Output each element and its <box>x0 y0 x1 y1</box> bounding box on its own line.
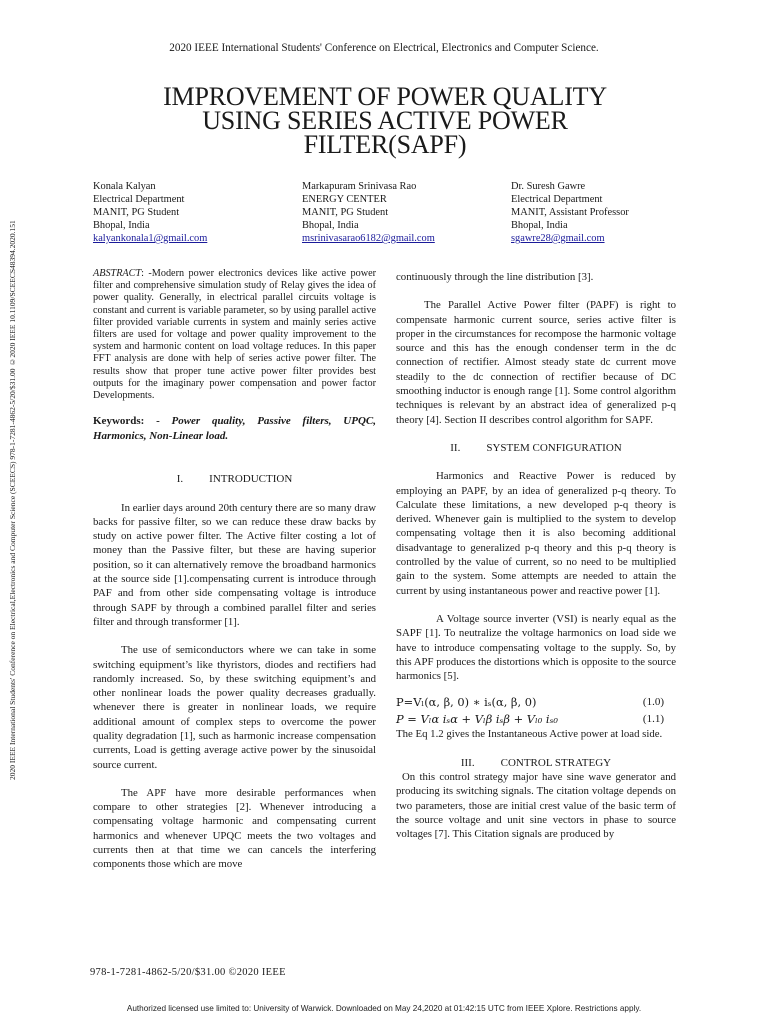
equation: P = Vₗα iₛα + Vₗβ iₛβ + Vₗ₀ iₛ₀ <box>396 712 558 727</box>
author-email-link[interactable]: msrinivasarao6182@gmail.com <box>302 233 435 244</box>
section-number: I. <box>176 473 184 486</box>
left-column <box>93 268 376 872</box>
side-citation: 2020 IEEE International Students' Conference on Electrical,Electronics and Computer Science (SCEECS) 978-1-7281-4862-5/20/$31.00 ©2020 IEEE 10.1109/SCEECS48394.2020.151 <box>8 220 17 780</box>
title-line: FILTER(SAPF) <box>303 130 467 159</box>
author-org: MANIT, Assistant Professor <box>511 207 629 218</box>
author-city: Bhopal, India <box>511 220 568 231</box>
author-dept: Electrical Department <box>93 194 185 205</box>
author-name: Konala Kalyan <box>93 181 156 192</box>
paragraph: Harmonics and Reactive Power is reduced by employing an PAPF, by an idea of generalized p-q theory. To Calculate these limitations, a new developed p-q theory is derived. Whenever gain is multiplied to the system to develop compensating voltage then it is also becoming additional disadvantage to generalized p-q theory and this p-q theory is controlled by the value of current, so no need to be multiplied gain to the system. Some attempts are needed to attain the current by using instantaneous power and reactive power [1]. <box>396 470 676 597</box>
section-heading-system-configuration <box>396 441 676 455</box>
paragraph: continuously through the line distribution [3]. <box>396 271 594 283</box>
author-block-2 <box>302 180 435 245</box>
keywords <box>93 414 376 444</box>
author-org: MANIT, PG Student <box>93 207 180 218</box>
section-number: II. <box>450 441 461 454</box>
author-city: Bhopal, India <box>302 220 359 231</box>
author-dept: Electrical Department <box>511 194 603 205</box>
keywords-label: Keywords: - <box>93 415 160 428</box>
section-heading-control-strategy <box>396 756 676 770</box>
keywords-text: Power quality, Passive filters, UPQC, Harmonics, Non-Linear load. <box>93 415 376 443</box>
section-number: III. <box>460 756 475 769</box>
paragraph: A Voltage source inverter (VSI) is nearly equal as the SAPF [1]. To neutralize the voltage harmonics on load side we have to introduce compensating voltage to the supply. So, by this APF produces the distortions which is opposite to the source harmonics [5]. <box>396 612 676 683</box>
author-dept: ENERGY CENTER <box>302 194 387 205</box>
right-column <box>396 270 676 842</box>
section-title: INTRODUCTION <box>209 473 293 486</box>
section-heading-introduction <box>93 472 376 486</box>
equation-row <box>396 695 676 712</box>
author-city: Bhopal, India <box>93 220 150 231</box>
paper-title <box>60 82 710 159</box>
paragraph: The APF have more desirable performances when compare to other strategies [2]. Whenever introducing a compensating voltage harmonic and compensating current harmonics and whenever UPQC meets the two voltages and currents then at that time we can cancels the interfering components those which are move <box>93 786 376 871</box>
title-line: USING SERIES ACTIVE POWER <box>202 106 568 135</box>
abstract-text: : -Modern power electronics devices like active power filter and comprehensive simulation study of Relay gives the idea of power quality. Generally, in electrical parallel circuits voltage is constant and current is variable parameter, so by using parallel active filter provided variable currents in system and mainly series active filters are used for voltage and power quality improvement to the system and harmonic content on load voltage reduces. In this paper FFT analysis are done with help of series active power filter. The results show that proper tune active power filter provides best outputs for the imaginary power compensation and power factor Developments. <box>93 268 376 402</box>
paragraph: The Parallel Active Power filter (PAPF) is right to compensate harmonic current source, series active filter is proper in the circumstances for recompose the harmonic voltage source and this has the enough condenser term in the dc connection of rectifier. Almost steady state dc current move steadily to the dc connection of rectifier because of DC smoothing inductor is enough range [1]. Some control algorithm techniques is relevant by an abstract idea of generalized p-q theory [4]. Section II describes control algorithm for SAPF. <box>396 299 676 426</box>
isbn-footer: 978-1-7281-4862-5/20/$31.00 ©2020 IEEE <box>90 967 286 978</box>
abstract <box>93 268 376 402</box>
equation-number: (1.1) <box>642 713 664 726</box>
author-email-link[interactable]: kalyankonala1@gmail.com <box>93 233 208 244</box>
section-title: SYSTEM CONFIGURATION <box>486 441 622 454</box>
author-block-1 <box>93 180 207 245</box>
author-block-3 <box>511 180 629 245</box>
author-name: Markapuram Srinivasa Rao <box>302 181 417 192</box>
paragraph: On this control strategy major have sine wave generator and producing its switching signals. The citation voltage depends on two parameters, those are initial crest value of the basic term of the source voltage and unit sine vectors in phase to source voltages [7]. This Citation signals are produced by <box>396 771 676 841</box>
license-notice: Authorized licensed use limited to: University of Warwick. Downloaded on May 24,2020 at 01:42:15 UTC from IEEE Xplore. Restrictions apply. <box>126 1004 642 1013</box>
equation-number: (1.0) <box>642 696 664 709</box>
author-name: Dr. Suresh Gawre <box>511 181 586 192</box>
equation-row <box>396 712 676 727</box>
author-email-link[interactable]: sgawre28@gmail.com <box>511 233 605 244</box>
author-org: MANIT, PG Student <box>302 207 389 218</box>
conference-header: 2020 IEEE International Students' Conference on Electrical, Electronics and Computer Science. <box>169 42 599 54</box>
section-title: CONTROL STRATEGY <box>500 756 612 769</box>
equation: P=Vₗ(α, β, 0) ∗ iₛ(α, β, 0) <box>396 695 537 710</box>
paragraph: The use of semiconductors where we can take in some switching equipment’s like thyristors, diodes and rectifiers had randomly increased. So, by these switching equipment’s and other nonlinear loads the power quality decreases gradually. whenever there is greater in nonlinear loads, we require additional amount of complex steps to overcome the power quality degradation [1], such as harmonic increase compensation currents, Load is getting average active power by the sinusoidal source current. <box>93 644 376 771</box>
paragraph: The Eq 1.2 gives the Instantaneous Active power at load side. <box>396 728 663 741</box>
paragraph: In earlier days around 20th century there are so many draw backs for passive filter, so we can reduce these draw backs by study on active power filter. The Active filter costing a lot of money than the Passive filter, but these are having superior position, so it can alternatively remove the broadband harmonics at the source side [1].compensating current is introduce through PAF and from other side compensating voltage is introduce through SAPF by through a combined parallel filter and series filter and through transformer [1]. <box>93 501 376 628</box>
title-line: IMPROVEMENT OF POWER QUALITY <box>163 82 607 111</box>
abstract-label: ABSTRACT <box>93 268 142 279</box>
